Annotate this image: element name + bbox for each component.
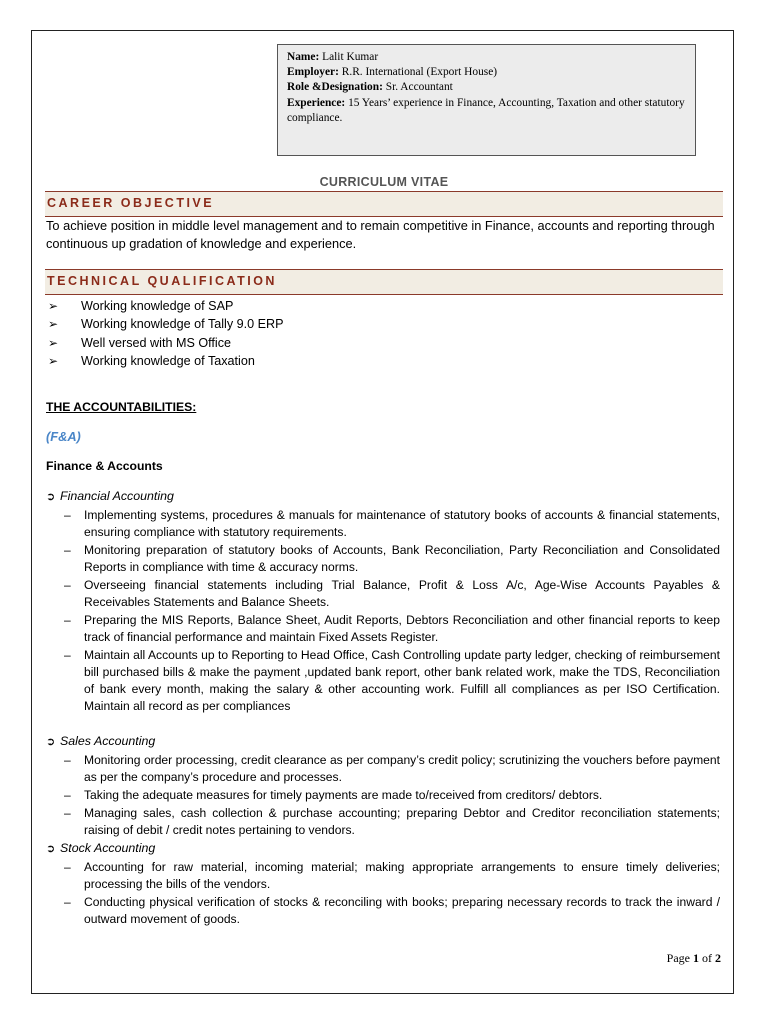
- document-title: CURRICULUM VITAE: [319, 175, 449, 189]
- technical-qualification-header: [45, 269, 723, 295]
- dash-bullet-icon: –: [64, 895, 71, 910]
- dash-bullet-icon: –: [64, 753, 71, 767]
- dash-bullet-icon: –: [64, 613, 71, 628]
- dash-bullet-icon: –: [64, 543, 71, 558]
- list-item: ➢ Well versed with MS Office: [46, 334, 284, 352]
- dash-bullet-icon: –: [64, 788, 71, 803]
- list-item: – Maintain all Accounts up to Reporting to Head Office, Cash Controlling update party ledger, checking of reimbursement bill purchased bills & make the payment ,updated bank report, other bank related work, make the TDS, Reconciliation of bank every month, making the salary & other accounting work. Fulfill all compliances as per ISO Certification. Maintain all record as per compliances: [64, 648, 720, 714]
- arrowhead-bullet-icon: ➢: [48, 299, 59, 313]
- circled-arrow-icon: ➲: [46, 843, 56, 855]
- list-item: – Implementing systems, procedures & manuals for maintenance of statutory books of accounts & financial statements, ensuring compliance with statutory requirements.: [64, 508, 720, 539]
- circled-arrow-icon: ➲: [46, 491, 56, 503]
- list-item: – Monitoring order processing, credit clearance as per company’s credit policy; scrutinizing the vouchers before payment as per the company’s procedure and processes.: [64, 753, 720, 784]
- list-item: – Overseeing financial statements including Trial Balance, Profit & Loss A/c, Age-Wise Accounts Payables & Receivables Statements and Balance Sheets.: [64, 578, 720, 610]
- list-item: – Accounting for raw material, incoming material; making appropriate arrangements to ensure timely deliveries; processing the bills of the vendors.: [64, 860, 720, 891]
- list-item: – Preparing the MIS Reports, Balance Sheet, Audit Reports, Debtors Reconciliation and other financial reports to keep track of financial performance and maintain Fixed Assets Register.: [64, 613, 720, 645]
- financial-accounting-list: [64, 507, 720, 716]
- stock-accounting-list: [64, 859, 720, 929]
- dash-bullet-icon: –: [64, 860, 71, 874]
- circled-arrow-icon: ➲: [46, 736, 56, 748]
- list-item: – Taking the adequate measures for timely payments are made to/received from creditors/ debtors.: [64, 788, 603, 803]
- finance-accounts-heading: Finance & Accounts: [46, 459, 163, 473]
- financial-accounting-heading: ➲ Financial Accounting: [46, 489, 174, 503]
- info-experience-row: Experience: 15 Years’ experience in Finance, Accounting, Taxation and other statutory compliance.: [287, 96, 685, 124]
- arrowhead-bullet-icon: ➢: [48, 317, 59, 332]
- technical-qualification-title: TECHNICAL QUALIFICATION: [47, 274, 277, 288]
- arrowhead-bullet-icon: ➢: [48, 353, 59, 368]
- info-employer-row: Employer: R.R. International (Export House): [287, 66, 498, 79]
- career-objective-header: [45, 191, 723, 217]
- sales-accounting-list: [64, 752, 720, 840]
- list-item: – Monitoring preparation of statutory books of Accounts, Bank Reconciliation, Party Reconciliation and Consolidated Reports in compliance with time & accuracy norms.: [64, 543, 720, 575]
- info-box: [277, 44, 696, 156]
- info-experience: 15 Years’ experience in Finance, Accounting, Taxation and other statutory compliance.: [287, 96, 685, 124]
- arrowhead-bullet-icon: ➢: [48, 335, 59, 350]
- dash-bullet-icon: –: [64, 806, 71, 821]
- info-name: Lalit Kumar: [322, 51, 379, 63]
- dash-bullet-icon: –: [64, 508, 71, 522]
- career-objective-title: CAREER OBJECTIVE: [47, 196, 215, 210]
- accountabilities-heading: THE ACCOUNTABILITIES:: [46, 400, 197, 414]
- info-role: Sr. Accountant: [385, 81, 453, 94]
- sales-accounting-heading: ➲ Sales Accounting: [46, 734, 156, 748]
- fa-label: (F&A): [46, 429, 81, 444]
- technical-qualification-list: [46, 297, 284, 370]
- dash-bullet-icon: –: [64, 648, 71, 663]
- list-item: – Conducting physical verification of stocks & reconciling with books; preparing necessary records to track the inward / outward movement of goods.: [64, 895, 720, 927]
- info-employer: R.R. International (Export House): [341, 66, 498, 79]
- list-item: – Managing sales, cash collection & purchase accounting; preparing Debtor and Creditor reconciliation statements; raising of debit / credit notes pertaining to vendors.: [64, 806, 720, 838]
- list-item: ➢ Working knowledge of Taxation: [46, 352, 284, 370]
- dash-bullet-icon: –: [64, 578, 71, 593]
- info-role-row: Role &Designation: Sr. Accountant: [287, 81, 453, 94]
- page-number: Page 1 of 2: [666, 951, 721, 965]
- career-objective-text: To achieve position in middle level management and to remain competitive in Finance, accounts and reporting through continuous up gradation of knowledge and experience.: [46, 218, 715, 251]
- stock-accounting-heading: ➲ Stock Accounting: [46, 841, 156, 855]
- list-item: ➢ Working knowledge of Tally 9.0 ERP: [46, 315, 284, 333]
- list-item: ➢ Working knowledge of SAP: [46, 297, 284, 315]
- info-name-row: Name: Lalit Kumar: [287, 51, 379, 63]
